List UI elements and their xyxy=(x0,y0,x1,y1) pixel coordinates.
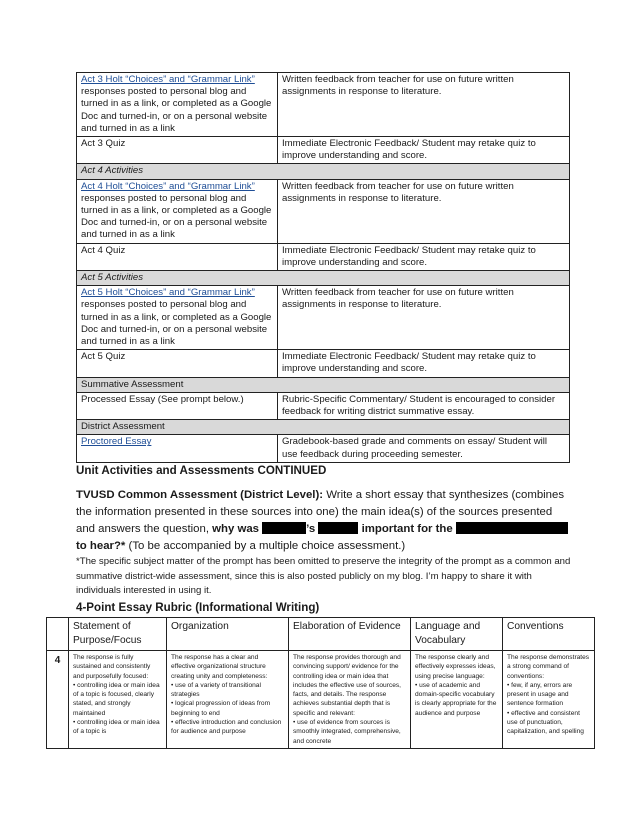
rubric-cell: The response demonstrates a strong command of conventions: • few, if any, errors are present in usage and sentence formation • effective and consistent use of punctuation, capitalization, and spelling xyxy=(503,651,595,749)
act5-activity-link[interactable]: Act 5 Holt “Choices” and “Grammar Link” xyxy=(81,287,255,299)
section-label: District Assessment xyxy=(77,420,570,435)
rubric-table xyxy=(46,617,595,749)
redaction-block xyxy=(262,522,306,534)
table-row xyxy=(77,243,570,270)
assessment-label: TVUSD Common Assessment (District Level): xyxy=(76,489,324,501)
rubric-header: Elaboration of Evidence xyxy=(289,618,411,651)
feedback-cell: Written feedback from teacher for use on future written assignments in response to literature. xyxy=(278,286,570,350)
activity-cell xyxy=(77,73,278,137)
feedback-cell: Immediate Electronic Feedback/ Student may retake quiz to improve understanding and score. xyxy=(278,350,570,377)
question-part: important for the xyxy=(358,523,456,535)
rubric-row xyxy=(47,651,595,749)
table-row xyxy=(77,137,570,164)
table-row xyxy=(77,435,570,462)
feedback-cell: Written feedback from teacher for use on future written assignments in response to literature. xyxy=(278,73,570,137)
question-part: why was xyxy=(212,523,263,535)
feedback-cell: Immediate Electronic Feedback/ Student may retake quiz to improve understanding and score. xyxy=(278,137,570,164)
footnote: *The specific subject matter of the prompt has been omitted to preserve the integrity of the prompt as a common and summative district-wide assessment, since this is also posted publicly on my blog. I’m happy to share it with individuals interested in using it. xyxy=(76,556,571,596)
feedback-cell: Immediate Electronic Feedback/ Student may retake quiz to improve understanding and score. xyxy=(278,243,570,270)
section-row xyxy=(77,420,570,435)
section-label: Act 4 Activities xyxy=(77,164,570,179)
rubric-cell: The response is fully sustained and consistently and purposefully focused: • controlling idea or main idea of a topic is focused, clearly stated, and strongly maintained • controlling idea or main idea of a topic is xyxy=(69,651,167,749)
rubric-corner xyxy=(47,618,69,651)
activity-cell xyxy=(77,286,278,350)
rubric-cell: The response has a clear and effective organizational structure creating unity and completeness: • use of a variety of transitional strategies • logical progression of ideas from beginning to end • effective introduction and conclusion for audience and purpose xyxy=(167,651,289,749)
activity-cell: Act 4 Quiz xyxy=(77,243,278,270)
common-assessment-paragraph xyxy=(76,487,572,555)
assessment-text: Write a short essay that synthesizes (combines the information presented in these sources into one) the main idea(s) of the sources presented and answers the question, xyxy=(76,489,565,535)
activity-description: responses posted to personal blog and turned in as a link, or completed as a Google Doc and turned-in, or on a personal website and turned in as a link xyxy=(81,86,272,134)
rubric-header: Organization xyxy=(167,618,289,651)
table-row xyxy=(77,392,570,419)
rubric-cell: The response clearly and effectively expresses ideas, using precise language: • use of academic and domain-specific vocabulary is clearly appropriate for the audience and purpose xyxy=(411,651,503,749)
feedback-cell: Rubric-Specific Commentary/ Student is encouraged to consider feedback for writing district summative essay. xyxy=(278,392,570,419)
table-row xyxy=(77,179,570,243)
table-row xyxy=(77,73,570,137)
section-label: Summative Assessment xyxy=(77,377,570,392)
activity-cell: Act 5 Quiz xyxy=(77,350,278,377)
section-row xyxy=(77,377,570,392)
rubric-header: Conventions xyxy=(503,618,595,651)
activity-description: responses posted to personal blog and turned in as a link, or completed as a Google Doc and turned-in, or on a personal website and turned in as a link xyxy=(81,192,272,241)
question-part: to hear?* xyxy=(76,540,126,552)
activity-cell: Act 3 Quiz xyxy=(77,137,278,164)
section-row xyxy=(77,164,570,179)
table-row xyxy=(77,350,570,377)
rubric-score: 4 xyxy=(47,651,69,749)
activity-cell xyxy=(77,179,278,243)
section-row xyxy=(77,271,570,286)
activity-cell xyxy=(77,435,278,462)
feedback-cell: Gradebook-based grade and comments on essay/ Student will use feedback during proceeding semester. xyxy=(278,435,570,462)
rubric-header-row xyxy=(47,618,595,651)
assessment-table xyxy=(76,72,570,463)
activity-cell: Processed Essay (See prompt below.) xyxy=(77,392,278,419)
assessment-text: (To be accompanied by a multiple choice assessment.) xyxy=(125,540,406,552)
act3-activity-link[interactable]: Act 3 Holt “Choices” and “Grammar Link” xyxy=(81,74,255,85)
feedback-cell: Written feedback from teacher for use on future written assignments in response to literature. xyxy=(278,179,570,243)
activity-description: responses posted to personal blog and turned in as a link, or completed as a Google Doc and turned-in, or on a personal website and turned in as a link xyxy=(81,299,272,348)
proctored-essay-link[interactable]: Proctored Essay xyxy=(81,436,152,448)
question-part: ’s xyxy=(306,523,319,535)
act4-activity-link[interactable]: Act 4 Holt “Choices” and “Grammar Link” xyxy=(81,180,255,192)
rubric-header: Language and Vocabulary xyxy=(411,618,503,651)
section-label: Act 5 Activities xyxy=(77,271,570,286)
rubric-cell: The response provides thorough and convincing support/ evidence for the controlling idea or main idea that includes the effective use of sources, facts, and details. The response achieves substantial depth that is specific and relevant: • use of evidence from sources is smoothly integrated, comprehensive, and concrete xyxy=(289,651,411,749)
rubric-header: Statement of Purpose/Focus xyxy=(69,618,167,651)
rubric-title: 4-Point Essay Rubric (Informational Writing) xyxy=(76,601,320,614)
redaction-block xyxy=(318,522,358,534)
section-heading: Unit Activities and Assessments CONTINUED xyxy=(76,464,327,477)
table-row xyxy=(77,286,570,350)
redaction-block xyxy=(456,522,568,534)
